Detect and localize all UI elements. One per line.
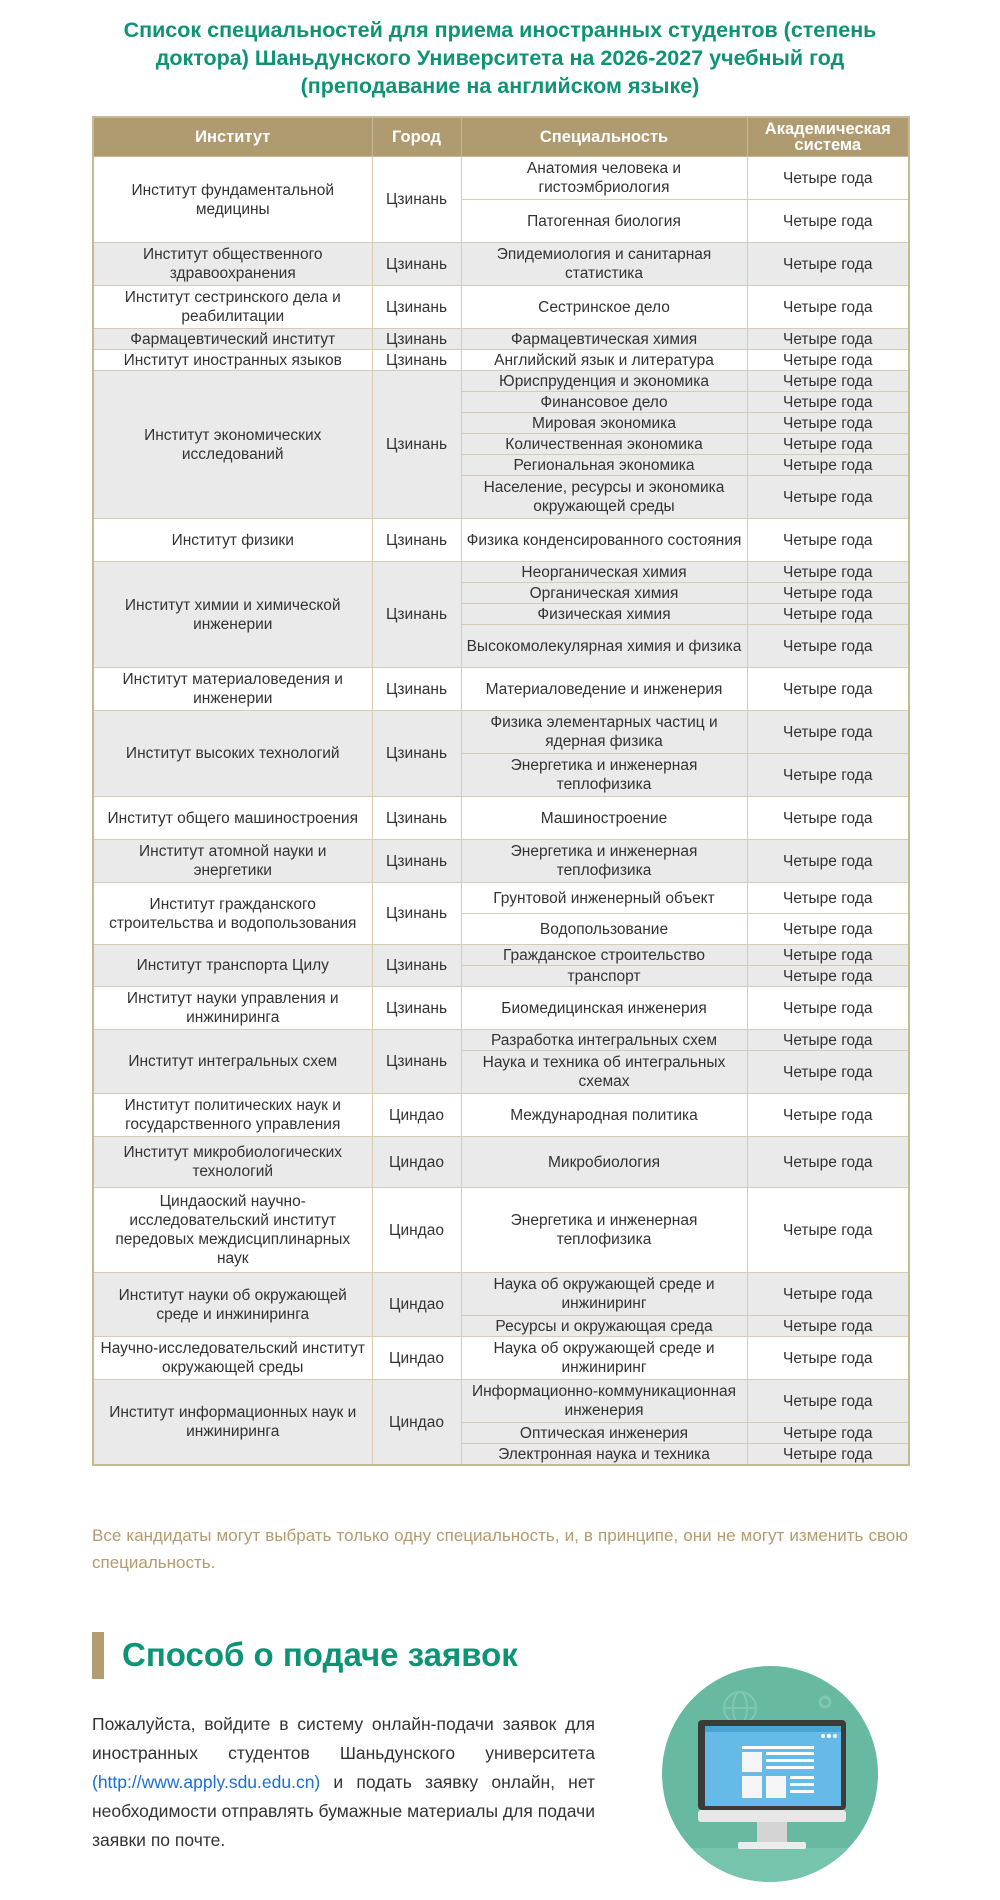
specialty-cell: Органическая химия	[461, 583, 747, 604]
city-cell: Циндао	[372, 1380, 461, 1466]
section-title: Способ о подаче заявок	[122, 1636, 518, 1673]
monitor-icon	[660, 1664, 880, 1884]
duration-cell: Четыре года	[747, 987, 909, 1030]
duration-cell: Четыре года	[747, 392, 909, 413]
specialty-cell: Водопользование	[461, 914, 747, 945]
duration-cell: Четыре года	[747, 1337, 909, 1380]
institute-cell: Фармацевтический институт	[93, 329, 372, 350]
specialty-cell: Высокомолекулярная химия и физика	[461, 625, 747, 668]
specialty-cell: Физика элементарных частиц и ядерная физика	[461, 711, 747, 754]
city-cell: Цзинань	[372, 243, 461, 286]
institute-cell: Институт высоких технологий	[93, 711, 372, 797]
specialty-cell: Юриспруденция и экономика	[461, 371, 747, 392]
duration-cell: Четыре года	[747, 625, 909, 668]
institute-cell: Институт общего машиностроения	[93, 797, 372, 840]
duration-cell: Четыре года	[747, 1423, 909, 1444]
city-cell: Цзинань	[372, 711, 461, 797]
institute-cell: Циндаоский научно-исследовательский институт передовых междисциплинарных наук	[93, 1188, 372, 1273]
specialty-cell: Анатомия человека и гистоэмбриология	[461, 157, 747, 200]
institute-cell: Институт интегральных схем	[93, 1030, 372, 1094]
table-row	[93, 668, 909, 711]
institute-cell: Институт химии и химической инженерии	[93, 562, 372, 668]
specialty-cell: Физическая химия	[461, 604, 747, 625]
table-row	[93, 286, 909, 329]
duration-cell: Четыре года	[747, 1094, 909, 1137]
specialty-cell: Международная политика	[461, 1094, 747, 1137]
duration-cell: Четыре года	[747, 434, 909, 455]
table-row	[93, 711, 909, 754]
computer-monitor-illustration	[660, 1664, 880, 1884]
table-row	[93, 945, 909, 966]
institute-cell: Институт информационных наук и инжиниринга	[93, 1380, 372, 1466]
institute-cell: Институт иностранных языков	[93, 350, 372, 371]
duration-cell: Четыре года	[747, 914, 909, 945]
specialty-cell: Финансовое дело	[461, 392, 747, 413]
duration-cell: Четыре года	[747, 1380, 909, 1423]
table-row	[93, 519, 909, 562]
city-cell: Цзинань	[372, 987, 461, 1030]
header-institute: Институт	[93, 117, 372, 157]
duration-cell: Четыре года	[747, 1030, 909, 1051]
institute-cell: Институт политических наук и государственного управления	[93, 1094, 372, 1137]
apply-link[interactable]: (http://www.apply.sdu.edu.cn)	[92, 1772, 321, 1792]
specialty-cell: Разработка интегральных схем	[461, 1030, 747, 1051]
specialty-cell: Электронная наука и техника	[461, 1444, 747, 1466]
duration-cell: Четыре года	[747, 583, 909, 604]
duration-cell: Четыре года	[747, 945, 909, 966]
institute-cell: Институт сестринского дела и реабилитации	[93, 286, 372, 329]
institute-cell: Институт материаловедения и инженерии	[93, 668, 372, 711]
specialty-cell: Английский язык и литература	[461, 350, 747, 371]
specialty-cell: Мировая экономика	[461, 413, 747, 434]
institute-cell: Институт гражданского строительства и водопользования	[93, 883, 372, 945]
table-row	[93, 1273, 909, 1316]
duration-cell: Четыре года	[747, 1051, 909, 1094]
city-cell: Цзинань	[372, 329, 461, 350]
duration-cell: Четыре года	[747, 883, 909, 914]
institute-cell: Институт экономических исследований	[93, 371, 372, 519]
table-body	[93, 157, 909, 1466]
duration-cell: Четыре года	[747, 1273, 909, 1316]
table-header-row	[93, 117, 909, 157]
institute-cell: Институт науки об окружающей среде и инжиниринга	[93, 1273, 372, 1337]
duration-cell: Четыре года	[747, 455, 909, 476]
table-row	[93, 1137, 909, 1188]
application-instructions	[92, 1710, 595, 1855]
table-row	[93, 329, 909, 350]
table-row	[93, 883, 909, 914]
duration-cell: Четыре года	[747, 371, 909, 392]
specialty-cell: Эпидемиология и санитарная статистика	[461, 243, 747, 286]
specialty-cell: Энергетика и инженерная теплофизика	[461, 754, 747, 797]
specialty-cell: Биомедицинская инженерия	[461, 987, 747, 1030]
duration-cell: Четыре года	[747, 413, 909, 434]
duration-cell: Четыре года	[747, 200, 909, 243]
city-cell: Цзинань	[372, 840, 461, 883]
duration-cell: Четыре года	[747, 840, 909, 883]
table-row	[93, 797, 909, 840]
duration-cell: Четыре года	[747, 286, 909, 329]
duration-cell: Четыре года	[747, 1137, 909, 1188]
city-cell: Циндао	[372, 1188, 461, 1273]
instructions-text-after: и подать заявку онлайн, нет необходимости отправлять бумажные материалы для подачи заявки по почте.	[92, 1772, 595, 1850]
duration-cell: Четыре года	[747, 519, 909, 562]
table-row	[93, 371, 909, 392]
city-cell: Циндао	[372, 1094, 461, 1137]
specialty-cell: Наука об окружающей среде и инжиниринг	[461, 1273, 747, 1316]
institute-cell: Институт атомной науки и энергетики	[93, 840, 372, 883]
specialty-cell: Наука и техника об интегральных схемах	[461, 1051, 747, 1094]
city-cell: Циндао	[372, 1273, 461, 1337]
duration-cell: Четыре года	[747, 604, 909, 625]
table-row	[93, 562, 909, 583]
duration-cell: Четыре года	[747, 243, 909, 286]
specialty-cell: Оптическая инженерия	[461, 1423, 747, 1444]
specialty-cell: транспорт	[461, 966, 747, 987]
specialty-cell: Региональная экономика	[461, 455, 747, 476]
table-row	[93, 1188, 909, 1273]
city-cell: Цзинань	[372, 668, 461, 711]
city-cell: Цзинань	[372, 350, 461, 371]
city-cell: Цзинань	[372, 157, 461, 243]
header-specialty: Специальность	[461, 117, 747, 157]
specialty-cell: Патогенная биология	[461, 200, 747, 243]
city-cell: Цзинань	[372, 945, 461, 987]
duration-cell: Четыре года	[747, 797, 909, 840]
specialty-cell: Информационно-коммуникационная инженерия	[461, 1380, 747, 1423]
table-row	[93, 987, 909, 1030]
table-row	[93, 157, 909, 200]
instructions-text-before: Пожалуйста, войдите в систему онлайн-подачи заявок для иностранных студентов Шаньдунского университета	[92, 1714, 595, 1763]
specialty-cell: Ресурсы и окружающая среда	[461, 1316, 747, 1337]
specialty-cell: Микробиология	[461, 1137, 747, 1188]
duration-cell: Четыре года	[747, 754, 909, 797]
duration-cell: Четыре года	[747, 350, 909, 371]
specialty-cell: Фармацевтическая химия	[461, 329, 747, 350]
specialty-cell: Материаловедение и инженерия	[461, 668, 747, 711]
city-cell: Цзинань	[372, 797, 461, 840]
duration-cell: Четыре года	[747, 711, 909, 754]
city-cell: Циндао	[372, 1337, 461, 1380]
city-cell: Цзинань	[372, 519, 461, 562]
institute-cell: Институт фундаментальной медицины	[93, 157, 372, 243]
table-row	[93, 1030, 909, 1051]
duration-cell: Четыре года	[747, 1444, 909, 1466]
duration-cell: Четыре года	[747, 668, 909, 711]
institute-cell: Институт транспорта Цилу	[93, 945, 372, 987]
specialty-cell: Энергетика и инженерная теплофизика	[461, 1188, 747, 1273]
specialty-cell: Гражданское строительство	[461, 945, 747, 966]
specialty-cell: Сестринское дело	[461, 286, 747, 329]
city-cell: Цзинань	[372, 883, 461, 945]
table-row	[93, 840, 909, 883]
specialty-cell: Машиностроение	[461, 797, 747, 840]
specialty-cell: Грунтовой инженерный объект	[461, 883, 747, 914]
city-cell: Цзинань	[372, 562, 461, 668]
institute-cell: Институт общественного здравоохранения	[93, 243, 372, 286]
table-row	[93, 1380, 909, 1423]
table-row	[93, 350, 909, 371]
institute-cell: Научно-исследовательский институт окружающей среды	[93, 1337, 372, 1380]
section-accent-bar	[92, 1632, 104, 1679]
institute-cell: Институт физики	[93, 519, 372, 562]
specialty-cell: Энергетика и инженерная теплофизика	[461, 840, 747, 883]
city-cell: Циндао	[372, 1137, 461, 1188]
city-cell: Цзинань	[372, 1030, 461, 1094]
specialties-table	[92, 116, 910, 1466]
specialty-cell: Население, ресурсы и экономика окружающей среды	[461, 476, 747, 519]
city-cell: Цзинань	[372, 371, 461, 519]
institute-cell: Институт микробиологических технологий	[93, 1137, 372, 1188]
institute-cell: Институт науки управления и инжиниринга	[93, 987, 372, 1030]
duration-cell: Четыре года	[747, 476, 909, 519]
duration-cell: Четыре года	[747, 1188, 909, 1273]
table-row	[93, 1337, 909, 1380]
duration-cell: Четыре года	[747, 157, 909, 200]
specialty-cell: Наука об окружающей среде и инжиниринг	[461, 1337, 747, 1380]
header-academic-system: Академическая система	[747, 117, 909, 157]
page-title: Список специальностей для приема иностранных студентов (степень доктора) Шаньдунского Университета на 2026-2027 учебный год (преподавание на английском языке)	[123, 18, 877, 98]
specialty-cell: Физика конденсированного состояния	[461, 519, 747, 562]
specialty-cell: Количественная экономика	[461, 434, 747, 455]
duration-cell: Четыре года	[747, 562, 909, 583]
specialty-cell: Неорганическая химия	[461, 562, 747, 583]
city-cell: Цзинань	[372, 286, 461, 329]
header-city: Город	[372, 117, 461, 157]
duration-cell: Четыре года	[747, 329, 909, 350]
specialty-note: Все кандидаты могут выбрать только одну специальность, и, в принципе, они не могут изменить свою специальность.	[92, 1526, 908, 1572]
table-row	[93, 1094, 909, 1137]
duration-cell: Четыре года	[747, 966, 909, 987]
duration-cell: Четыре года	[747, 1316, 909, 1337]
table-row	[93, 243, 909, 286]
